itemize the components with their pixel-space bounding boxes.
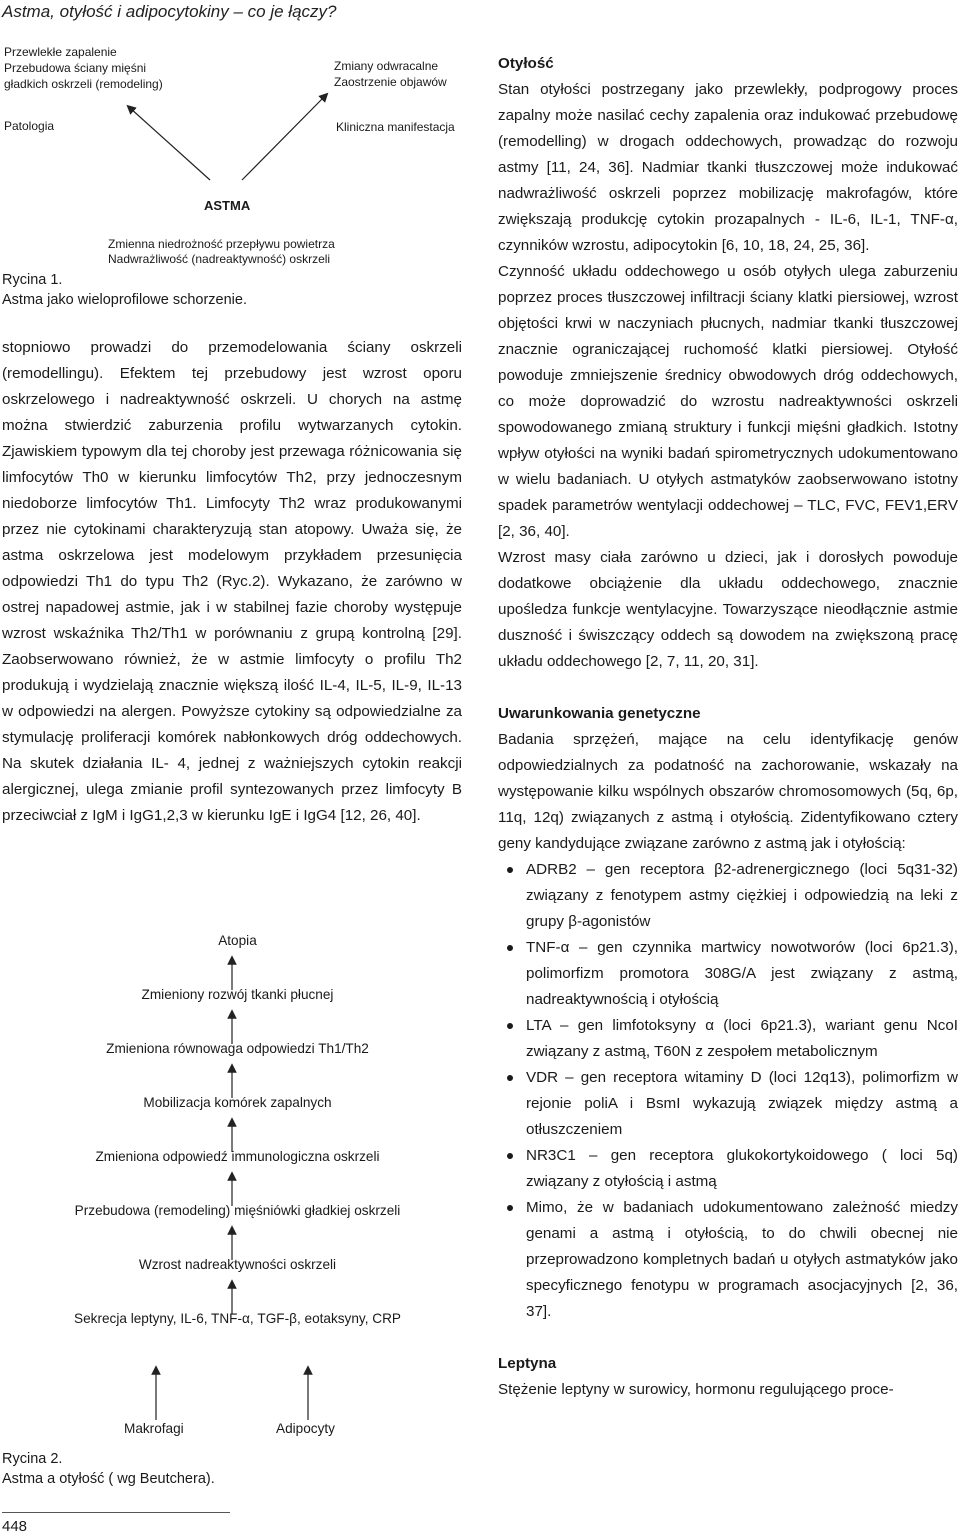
fig1-top-right-1: Zmiany odwracalne xyxy=(334,59,439,73)
flow-item-rozwoj: Zmieniony rozwój tkanki płucnej xyxy=(141,987,334,1002)
list-item: ADRB2 – gen receptora β2-adrenergicznego (loci 5q31-32) związany z fenotypem astmy ciężkiej i odpowiedzią na leki z grupy β-agonistów xyxy=(498,857,958,935)
running-header: Astma, otyłość i adipocytokiny – co je łączy? xyxy=(2,2,337,21)
bullet-dot-icon xyxy=(507,1153,513,1159)
heading-genetyczne: Uwarunkowania genetyczne xyxy=(498,705,701,722)
page-number: 448 xyxy=(2,1518,28,1535)
paragraph-otylosc-2: Czynność układu oddechowego u osób otyłych ulega zaburzeniu poprzez proces tłuszczowej infiltracji ściany klatki piersiowej, wzrost objętości krwi w naczyniach płucnych, nadmiar tkanki tłuszczowej znacznie ograniczającej ruchomość klatki piersiowej. Otyłość powoduje zmniejszenie średnicy obwodowych dróg oddechowych, co może doprowadzić do wzrostu nadreaktywności oskrzeli spowodowanego zmianą struktury i funkcji mięśni gładkich. Istotny wpływ otyłości na wyniki badań spirometrycznych udokumentowano w wielu badaniach. U otyłych astmatyków zaobserwowano istotny spadek parametrów wentylacji oddechowej – TLC, FVC, FEV1,ERV [2, 36, 40]. xyxy=(498,263,958,540)
fig1-top-left-1: Przewlekłe zapalenie xyxy=(4,45,117,59)
gene-list xyxy=(498,857,958,1325)
fig1-kliniczna: Kliniczna manifestacja xyxy=(336,120,455,134)
right-column-text xyxy=(498,51,958,1403)
paragraph-leptyna: Stężenie leptyny w surowicy, hormonu regulującego proce- xyxy=(498,1381,894,1398)
paragraph-genetyczne: Badania sprzężeń, mające na celu identyfikację genów odpowiedzialnych za podatność na zachorowanie, wskazały na występowanie kilku wspólnych obszarów chromosomowych (5q, 6p, 11q, 12q) związanych z astmą i otyłością. Zidentyfikowano cztery geny kandydujące związane zarówno z astmą jak i otyłością: xyxy=(498,731,958,852)
figure-2-arrows xyxy=(0,930,475,1450)
fig2-caption-text: Astma a otyłość ( wg Beutchera). xyxy=(2,1471,215,1487)
footer-divider xyxy=(2,1512,230,1513)
list-item: VDR – gen receptora witaminy D (loci 12q13), polimorfizm w rejonie poliA i BsmI wykazują związek między astmą a otłuszczeniem xyxy=(498,1065,958,1143)
list-item: LTA – gen limfotoksyny α (loci 6p21.3), wariant genu NcoI związany z astmą, T60N z zespołem metabolicznym xyxy=(498,1013,958,1065)
bullet-dot-icon xyxy=(507,867,513,873)
flow-source-makrofagi: Makrofagi xyxy=(124,1421,184,1436)
heading-otylosc: Otyłość xyxy=(498,55,554,72)
paragraph-otylosc-1: Stan otyłości postrzegany jako przewlekły, podprogowy proces zapalny może nasilać cechy zapalenia oraz indukować przebudowę (remodelling) w drogach oddechowych, prowadząc do rozwoju astmy [11, 24, 36]. Nadmiar tkanki tłuszczowej może indukować nadwrażliwość oskrzeli poprzez mobilizację makrofagów, które zwiększają produkcję cytokin prozapalnych - IL-6, IL-1, TNF-α, czynników wzrostu, adipocytokin [6, 10, 18, 24, 25, 36]. xyxy=(498,81,958,254)
fig1-bottom-1: Zmienna niedrożność przepływu powietrza xyxy=(108,237,335,251)
fig1-top-left-3: gładkich oskrzeli (remodeling) xyxy=(4,77,163,91)
fig1-caption-text: Astma jako wieloprofilowe schorzenie. xyxy=(2,292,247,308)
list-item: Mimo, że w badaniach udokumentowano zależność miedzy genami a astmą i otyłością, to do chwili obecnej nie przeprowadzono kompletnych badań u otyłych astmatyków jako specyficznego fenotypu w programach asocjacyjnych [2, 36, 37]. xyxy=(498,1195,958,1325)
fig1-caption-label: Rycina 1. xyxy=(2,272,63,288)
left-paragraph: stopniowo prowadzi do przemodelowania ściany oskrzeli (remodellingu). Efektem tej przebudowy jest wzrost oporu oskrzelowego i nadreaktywność oskrzeli. U chorych na astmę można stwierdzić zaburzenia profilu wytwarzanych cytokin. Zjawiskiem typowym dla tej choroby jest przewaga różnicowania się limfocytów Th0 w kierunku limfocytów Th2, przy jednoczesnym niedoborze limfocytów Th1. Limfocyty Th2 wraz produkowanymi przez nie cytokinami charakteryzują stan atopowy. Uważa się, że astma oskrzelowa jest modelowym przykładem przesunięcia odpowiedzi Th1 do typu Th2 (Ryc.2). Wykazano, że zarówno w ostrej napadowej astmie, jak i w stabilnej fazie choroby występuje wzrost wskaźnika Th2/Th1 w porównaniu z grupą kontrolną [29]. Zaobserwowano również, że w astmie limfocyty o profilu Th2 produkują i wydzielają znacznie większą ilość IL-4, IL-5, IL-9, IL-13 w odpowiedzi na alergen. Powyższe cytokiny są odpowiedzialne za stymulację proliferacji komórek nabłonkowych dróg oddechowych. Na skutek działania IL- 4, jednej z ważniejszych cytokin reakcji alergicznej, ulega zmianie profil syntezowanych przez limfocyty B przeciwciał z IgM i IgG1,2,3 w kierunku IgE i IgG4 [12, 26, 40]. xyxy=(2,339,462,824)
fig1-patologia: Patologia xyxy=(4,119,55,133)
flow-item-atopia: Atopia xyxy=(218,933,257,948)
left-column-text xyxy=(2,335,462,829)
fig1-center-astma: ASTMA xyxy=(204,198,251,213)
bullet-dot-icon xyxy=(507,1205,513,1211)
arrow-to-patologia xyxy=(130,108,210,180)
flow-item-nadreaktywnosc: Wzrost nadreaktywności oskrzeli xyxy=(138,1257,337,1272)
heading-leptyna: Leptyna xyxy=(498,1355,557,1372)
fig1-bottom-2: Nadwrażliwość (nadreaktywność) oskrzeli xyxy=(108,252,331,266)
bullet-dot-icon xyxy=(507,1075,513,1081)
flow-item-sekrecja: Sekrecja leptyny, IL-6, TNF-α, TGF-β, eotaksyny, CRP xyxy=(74,1311,401,1326)
arrow-to-kliniczna xyxy=(242,96,325,180)
fig2-caption-label: Rycina 2. xyxy=(2,1451,63,1467)
bullet-dot-icon xyxy=(507,945,513,951)
list-item: TNF-α – gen czynnika martwicy nowotworów (loci 6p21.3), polimorfizm promotora 308G/A jest związany z astmą, nadreaktywnością i otyłością xyxy=(498,935,958,1013)
bullet-dot-icon xyxy=(507,1023,513,1029)
flow-item-mobilizacja: Mobilizacja komórek zapalnych xyxy=(143,1095,332,1110)
flow-item-odpowiedz: Zmieniona odpowiedź immunologiczna oskrzeli xyxy=(95,1149,380,1164)
fig1-top-left-2: Przebudowa ściany mięśni xyxy=(4,61,147,75)
paragraph-otylosc-3: Wzrost masy ciała zarówno u dzieci, jak i dorosłych powoduje dodatkowe obciążenie dla układu oddechowego, znacznie upośledza funkcje wentylacyjne. Towarzyszące nieodłącznie astmie duszność i świszczący oddech są dowodem na zwiększoną pracę układu oddechowego [2, 7, 11, 20, 31]. xyxy=(498,549,958,670)
fig1-top-right-2: Zaostrzenie objawów xyxy=(334,75,447,89)
flow-source-adipocyty: Adipocyty xyxy=(276,1421,335,1436)
flow-item-przebudowa: Przebudowa (remodeling) mięśniówki gładkiej oskrzeli xyxy=(74,1203,401,1218)
flow-item-rownowaga: Zmieniona równowaga odpowiedzi Th1/Th2 xyxy=(106,1041,369,1056)
list-item: NR3C1 – gen receptora glukokortykoidowego ( loci 5q) związany z otyłością i astmą xyxy=(498,1143,958,1195)
